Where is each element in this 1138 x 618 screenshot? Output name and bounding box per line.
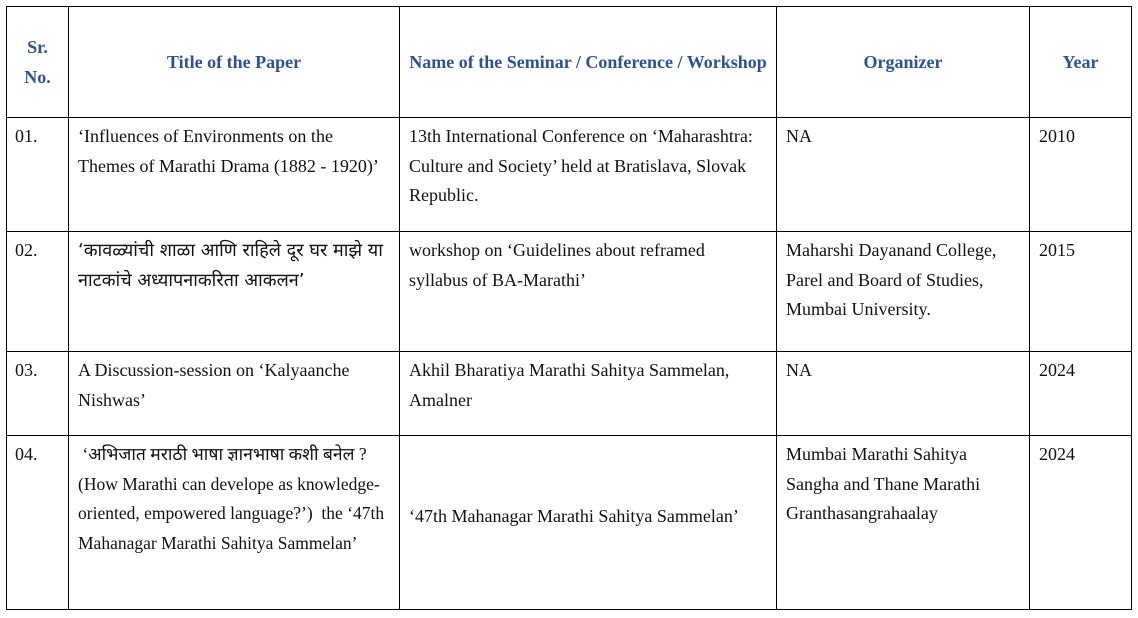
cell-sr: 02. (7, 232, 69, 352)
header-sr-no: Sr. No. (7, 7, 69, 118)
cell-organizer: Mumbai Marathi Sahitya Sangha and Thane Marathi Granthasangrahaalay (777, 436, 1030, 610)
header-title: Title of the Paper (69, 7, 400, 118)
cell-title: ‘कावळ्यांची शाळा आणि राहिले दूर घर माझे या नाटकांचे अध्यापनाकरिता आकलन’ (69, 232, 400, 352)
cell-sr: 03. (7, 352, 69, 436)
cell-organizer: NA (777, 352, 1030, 436)
cell-title: A Discussion-session on ‘Kalyaanche Nishwas’ (69, 352, 400, 436)
cell-event: workshop on ‘Guidelines about reframed syllabus of BA-Marathi’ (400, 232, 777, 352)
header-organizer: Organizer (777, 7, 1030, 118)
cell-sr: 01. (7, 118, 69, 232)
cell-event: 13th International Conference on ‘Maharashtra: Culture and Society’ held at Bratislava, Slovak Republic. (400, 118, 777, 232)
table-row (7, 352, 1132, 436)
table-header-row (7, 7, 1132, 118)
cell-event: Akhil Bharatiya Marathi Sahitya Sammelan, Amalner (400, 352, 777, 436)
cell-organizer: Maharshi Dayanand College, Parel and Board of Studies, Mumbai University. (777, 232, 1030, 352)
header-event: Name of the Seminar / Conference / Workshop (400, 7, 777, 118)
table-row (7, 118, 1132, 232)
cell-event: ‘47th Mahanagar Marathi Sahitya Sammelan’ (400, 436, 777, 610)
cell-year: 2010 (1030, 118, 1132, 232)
header-year: Year (1030, 7, 1132, 118)
papers-table (6, 6, 1132, 610)
table-row (7, 436, 1132, 610)
cell-year: 2024 (1030, 436, 1132, 610)
cell-year: 2024 (1030, 352, 1132, 436)
cell-title: ‘Influences of Environments on the Themes of Marathi Drama (1882 - 1920)’ (69, 118, 400, 232)
cell-sr: 04. (7, 436, 69, 610)
cell-title: ‘अभिजात मराठी भाषा ज्ञानभाषा कशी बनेल ? (How Marathi can develope as knowledge-oriented, empowered language?’) the ‘47th Mahanagar Marathi Sahitya Sammelan’ (69, 436, 400, 610)
table-row (7, 232, 1132, 352)
cell-organizer: NA (777, 118, 1030, 232)
cell-year: 2015 (1030, 232, 1132, 352)
